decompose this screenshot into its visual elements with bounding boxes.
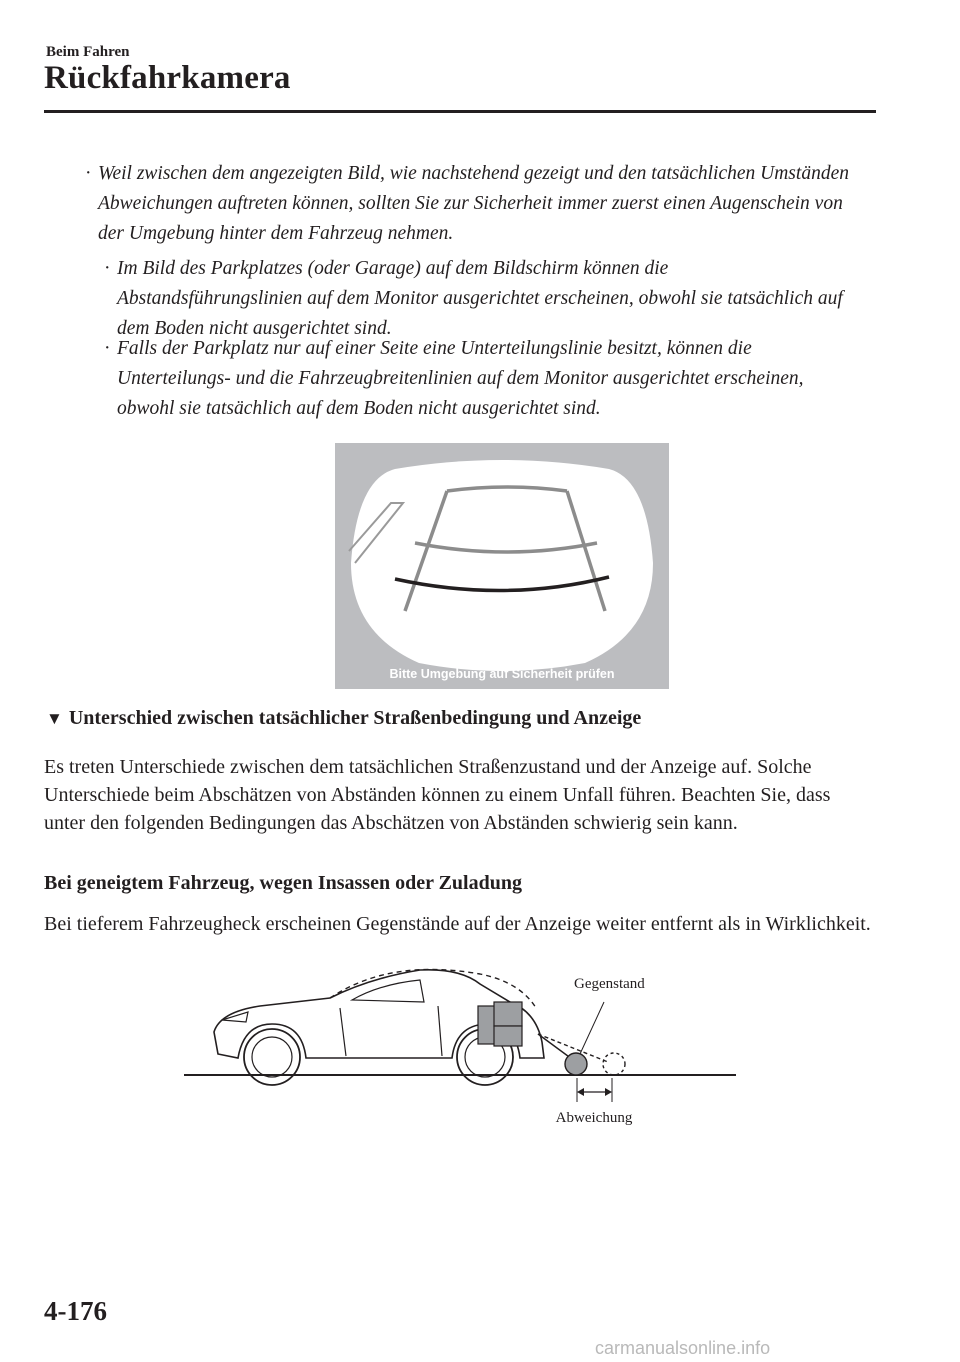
deviation-label: Abweichung (555, 1110, 633, 1126)
section-heading-text: Unterschied zwischen tatsächlicher Straßenbedingung und Anzeige (68, 707, 642, 729)
bullet-text: Im Bild des Parkplatzes (oder Garage) auf dem Bildschirm können die Abstandsführungslinien auf dem Monitor ausgerichtet erscheinen, obwohl sie tatsächlich auf dem Boden nicht ausgerichtet sind. (117, 258, 843, 339)
camera-screen-figure (335, 443, 669, 689)
cargo-box (494, 1026, 522, 1046)
front-wheel-rim (252, 1037, 292, 1077)
bullet-dot-icon: · (104, 338, 111, 359)
car-door-line (438, 1006, 442, 1056)
bullet-item (104, 334, 857, 424)
car-deviation-figure (180, 962, 740, 1132)
section-label: Beim Fahren (46, 44, 130, 60)
camera-view (351, 460, 653, 671)
bullet-dot-icon: · (85, 163, 92, 184)
page-number: 4-176 (44, 1296, 107, 1326)
bullet-text: Weil zwischen dem angezeigten Bild, wie nachstehend gezeigt und den tatsächlichen Umständen Abweichungen auftreten können, sollten Sie zur Sicherheit immer zuerst einen Augenschein von der Umgebung hinter dem Fahrzeug nehmen. (98, 163, 849, 244)
object-actual (565, 1053, 587, 1075)
section-body: Es treten Unterschiede zwischen dem tatsächlichen Straßenzustand und der Anzeige auf. Solche Unterschiede beim Abschätzen von Abständen können zu einem Unfall führen. Beachten Sie, dass unter den folgenden Bedingungen das Abschätzen von Abständen schwierig sein kann. (44, 756, 831, 834)
car-window (352, 980, 424, 1002)
object-leader-line (580, 1002, 604, 1054)
car-door-line (340, 1008, 346, 1056)
object-label: Gegenstand (574, 976, 645, 992)
cargo-box (494, 1002, 522, 1026)
screen-caption: Bitte Umgebung auf Sicherheit prüfen (389, 667, 615, 681)
subsection-body: Bei tieferem Fahrzeugheck erscheinen Gegenstände auf der Anzeige weiter entfernt als in Wirklichkeit. (44, 913, 871, 935)
object-displayed (603, 1053, 625, 1075)
bullet-item (85, 159, 868, 249)
page-title: Rückfahrkamera (44, 60, 291, 96)
title-rule (44, 110, 876, 113)
triangle-down-icon: ▼ (46, 709, 63, 728)
bullet-dot-icon: · (104, 258, 111, 279)
arrow-right-icon (605, 1088, 612, 1096)
bullet-text: Falls der Parkplatz nur auf einer Seite eine Unterteilungslinie besitzt, können die Unterteilungs- und die Fahrzeugbreitenlinien auf dem Monitor ausgerichtet erscheinen, obwohl sie tatsächlich auf dem Boden nicht ausgerichtet sind. (117, 338, 804, 419)
section-heading (46, 707, 641, 730)
bullet-item (104, 254, 857, 344)
subsection-heading: Bei geneigtem Fahrzeug, wegen Insassen oder Zuladung (44, 872, 522, 894)
watermark: carmanualsonline.info (595, 1338, 771, 1358)
arrow-left-icon (577, 1088, 584, 1096)
